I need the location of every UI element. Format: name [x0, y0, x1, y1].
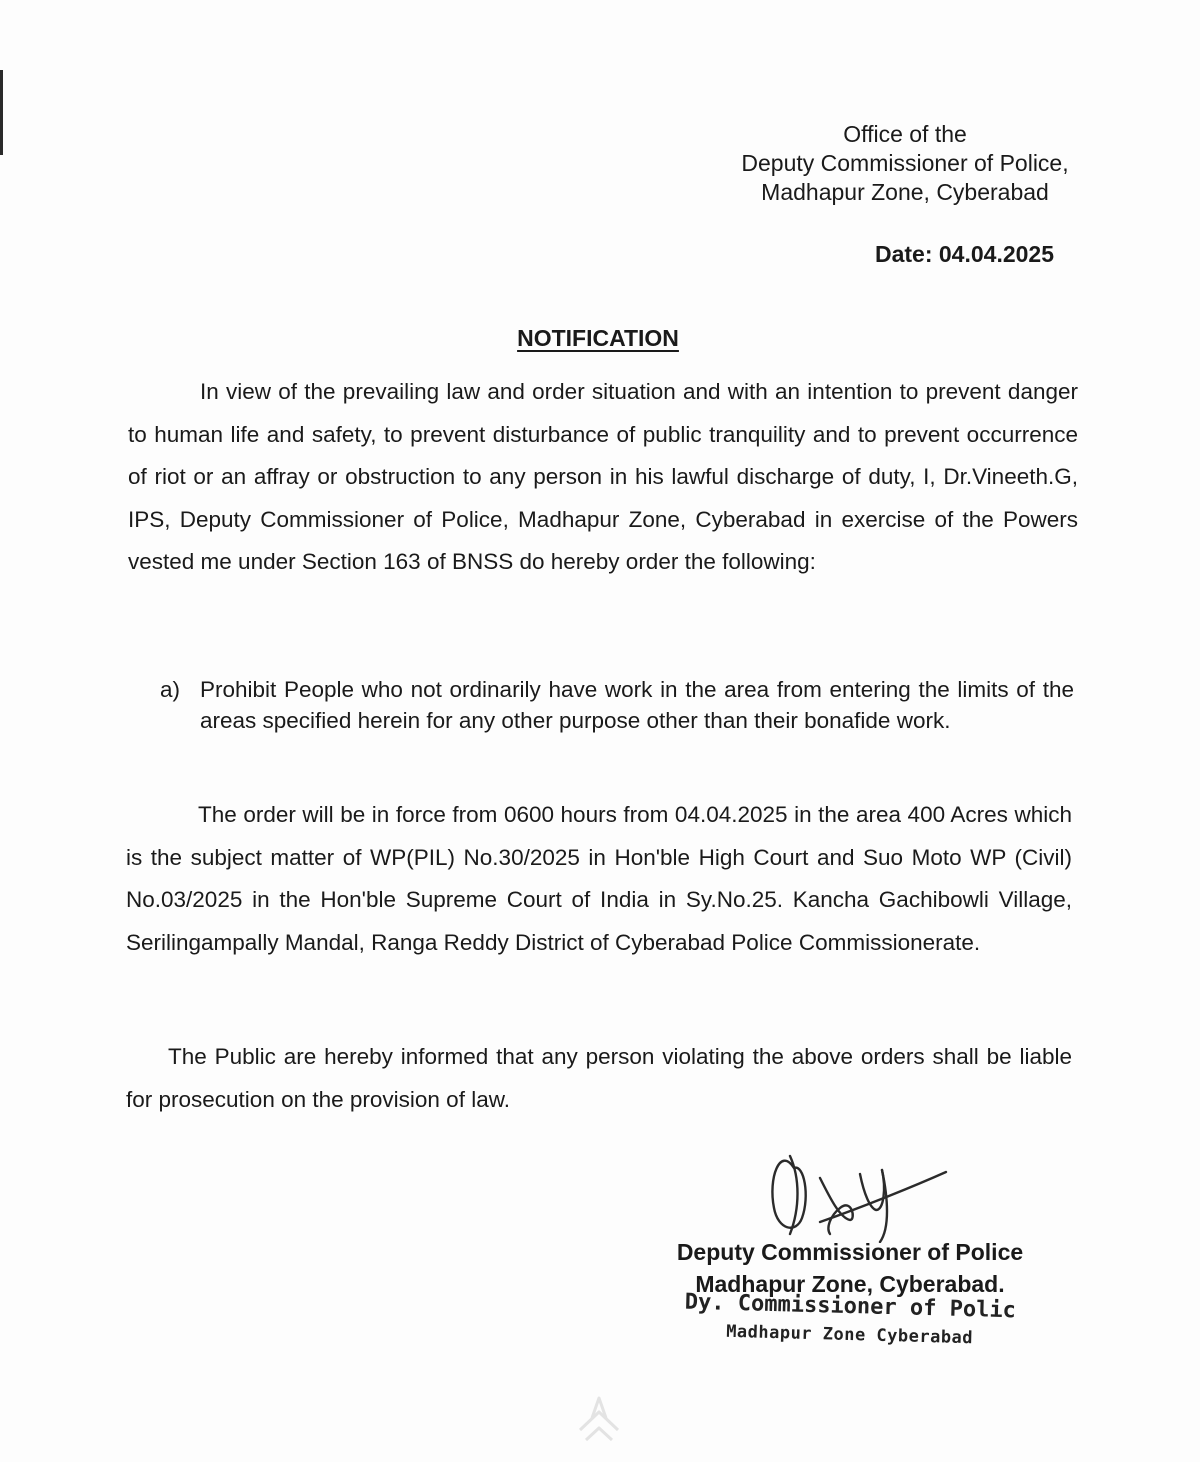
public-notice-paragraph: The Public are hereby informed that any person violating the above orders shall be liable for prosecution on the provision of law. — [126, 1044, 1072, 1112]
order-scope-paragraph: The order will be in force from 0600 hours from 04.04.2025 in the area 400 Acres which is the subject matter of WP(PIL) No.30/2025 in Hon'ble High Court and Suo Moto WP (Civil) No.03/2025 in the Hon'ble Supreme Court of India in Sy.No.25. Kancha Gachibowli Village, Serilingampally Mandal, Ranga Reddy District of Cyberabad Police Commissionerate. — [126, 802, 1072, 955]
order-item-text: Prohibit People who not ordinarily have work in the area from entering the limits of the areas specified herein for any other purpose other than their bonafide work. — [200, 677, 1074, 733]
handwritten-signature — [760, 1138, 960, 1243]
office-line-2: Deputy Commissioner of Police, — [741, 150, 1069, 176]
order-item — [160, 674, 1074, 736]
order-item-marker: a) — [160, 677, 181, 702]
scan-edge-mark — [0, 70, 3, 155]
intro-paragraph: In view of the prevailing law and order situation and with an intention to prevent danger to human life and safety, to prevent disturbance of public tranquility and to prevent occurrence of riot or an affray or obstruction to any person in his lawful discharge of duty, I, Dr.Vineeth.G, IPS, Deputy Commissioner of Police, Madhapur Zone, Cyberabad in exercise of the Powers vested me under Section 163 of BNSS do hereby order the following: — [128, 379, 1078, 574]
watermark-logo-icon — [576, 1390, 622, 1446]
notification-date: Date: 04.04.2025 — [874, 241, 1054, 267]
office-address — [700, 120, 1110, 207]
office-line-3: Madhapur Zone, Cyberabad — [761, 179, 1049, 205]
official-stamp — [659, 1287, 1040, 1353]
signatory-zone: Madhapur Zone, Cyberabad. — [695, 1271, 1005, 1297]
office-line-1: Office of the — [843, 121, 967, 147]
signatory-designation: Deputy Commissioner of Police — [676, 1239, 1024, 1265]
notification-title: NOTIFICATION — [517, 325, 679, 351]
stamp-designation: Dy. Commissioner of Polic — [684, 1289, 1017, 1324]
stamp-zone: Madhapur Zone Cyberabad — [725, 1321, 974, 1349]
